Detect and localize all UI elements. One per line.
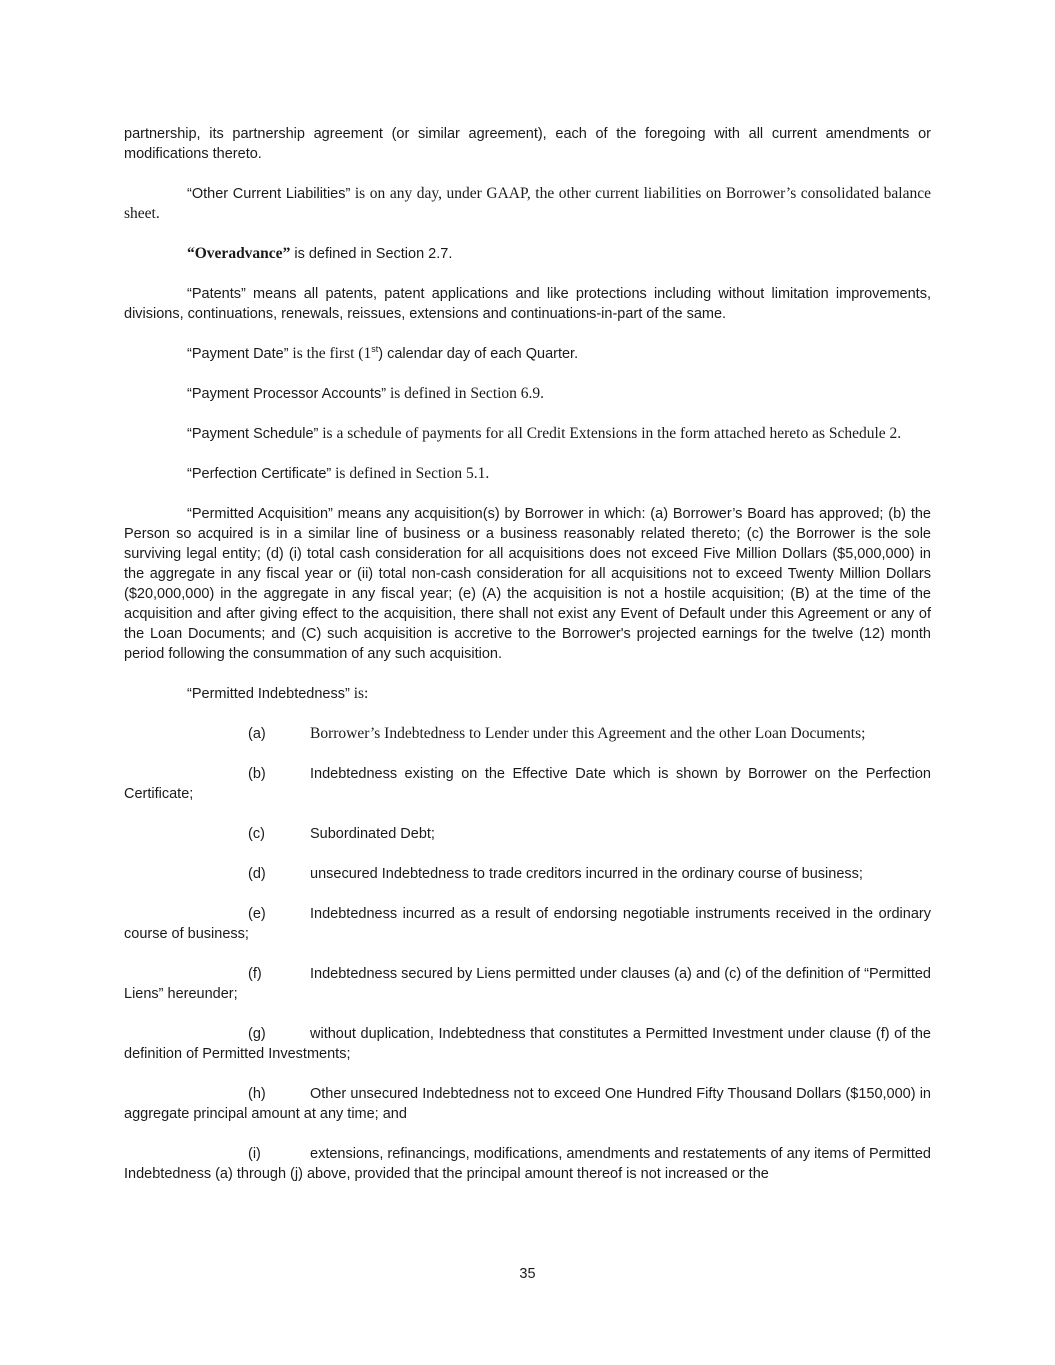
defined-term: “Other Current Liabilities” [187,186,351,202]
list-item-i [124,1144,931,1184]
list-item-text: unsecured Indebtedness to trade creditors incurred in the ordinary course of business; [310,866,863,882]
list-item-label: (a) [248,726,266,742]
list-item-text: Subordinated Debt; [310,826,435,842]
page-number: 35 [519,1266,536,1282]
definition-text: is defined in Section 2.7. [290,246,453,262]
list-item-label: (c) [248,826,265,842]
list-item-a [124,724,931,744]
list-item-text: Indebtedness secured by Liens permitted under clauses (a) and (c) of the definition of “Permitted Liens” hereunder; [124,966,931,1002]
list-item-text: extensions, refinancings, modifications, amendments and restatements of any items of Permitted Indebtedness (a) through (j) above, provided that the principal amount thereof is not increased or the [124,1146,931,1182]
definition-perfection-certificate [124,464,931,484]
definition-payment-processor-accounts [124,384,931,404]
definition-text: is the first (1 [288,345,372,362]
definition-overadvance [124,244,931,264]
list-item-d [124,864,931,884]
definition-text: means any acquisition(s) by Borrower in which: (a) Borrower’s Board has approved; (b) the Person so acquired is in a similar line of business or a business reasonably related thereto; (c) the Borrower is the sole surviving legal entity; (d) (i) total cash consideration for all acquisitions does not exceed Five Million Dollars ($5,000,000) in the aggregate in any fiscal year or (ii) total non-cash consideration for all acquisitions not to exceed Twenty Million Dollars ($20,000,000) in the aggregate in any fiscal year; (e) (A) the acquisition is not a hostile acquisition; (B) at the time of the acquisition and after giving effect to the acquisition, there shall not exist any Event of Default under this Agreement or any of the Loan Documents; and (C) such acquisition is accretive to the Borrower's projected earnings for the twelve (12) month period following the consummation of any such acquisition. [124,506,931,662]
defined-term: “Payment Processor Accounts” [187,386,387,402]
list-item-c [124,824,931,844]
list-item-text: Indebtedness existing on the Effective Date which is shown by Borrower on the Perfection Certificate; [124,766,931,802]
definition-permitted-indebtedness [124,684,931,704]
definition-patents [124,284,931,324]
defined-term: “Permitted Indebtedness” [187,686,350,702]
list-item-label: (d) [248,866,266,882]
defined-term: “Payment Schedule” [187,426,319,442]
list-item-label: (f) [248,966,262,982]
list-item-text: without duplication, Indebtedness that constitutes a Permitted Investment under clause (f) of the definition of Permitted Investments; [124,1026,931,1062]
list-item-text: Other unsecured Indebtedness not to exceed One Hundred Fifty Thousand Dollars ($150,000) in aggregate principal amount at any time; and [124,1086,931,1122]
defined-term: “Overadvance” [187,245,291,262]
definition-text: is defined in Section 6.9. [386,385,545,402]
definition-text: is: [349,685,369,702]
definition-permitted-acquisition [124,504,931,664]
defined-term: “Permitted Acquisition” [187,506,333,522]
list-item-h [124,1084,931,1124]
definition-text: is on any day, under GAAP, the other current liabilities on Borrower’s consolidated balance sheet. [124,185,931,222]
list-item-e [124,904,931,944]
list-item-b [124,764,931,804]
list-item-g [124,1024,931,1064]
list-item-label: (e) [248,906,266,922]
list-item-text: Indebtedness incurred as a result of endorsing negotiable instruments received in the ordinary course of business; [124,906,931,942]
defined-term: “Patents” [187,286,246,302]
definition-other-current-liabilities [124,184,931,224]
definition-text: means all patents, patent applications and like protections including without limitation improvements, divisions, continuations, renewals, reissues, extensions and continuations-in-part of the same. [124,286,931,322]
list-item-f [124,964,931,1004]
paragraph-partnership-continuation [124,124,931,164]
defined-term: “Perfection Certificate” [187,466,332,482]
list-item-label: (h) [248,1086,266,1102]
document-page [124,124,931,1204]
definition-payment-schedule [124,424,931,444]
list-item-label: (b) [248,766,266,782]
ordinal-suffix: st [371,344,379,355]
definition-text: is a schedule of payments for all Credit Extensions in the form attached hereto as Schedule 2. [318,425,902,442]
paragraph-text: partnership, its partnership agreement (or similar agreement), each of the foregoing with all current amendments or modifications thereto. [124,126,931,162]
defined-term: “Payment Date” [187,346,289,362]
definition-text: is defined in Section 5.1. [331,465,490,482]
definition-payment-date [124,344,931,364]
definition-text-end: ) calendar day of each Quarter. [378,346,579,362]
list-item-text: Borrower’s Indebtedness to Lender under this Agreement and the other Loan Documents; [310,725,866,742]
list-item-label: (g) [248,1026,266,1042]
list-item-label: (i) [248,1146,261,1162]
